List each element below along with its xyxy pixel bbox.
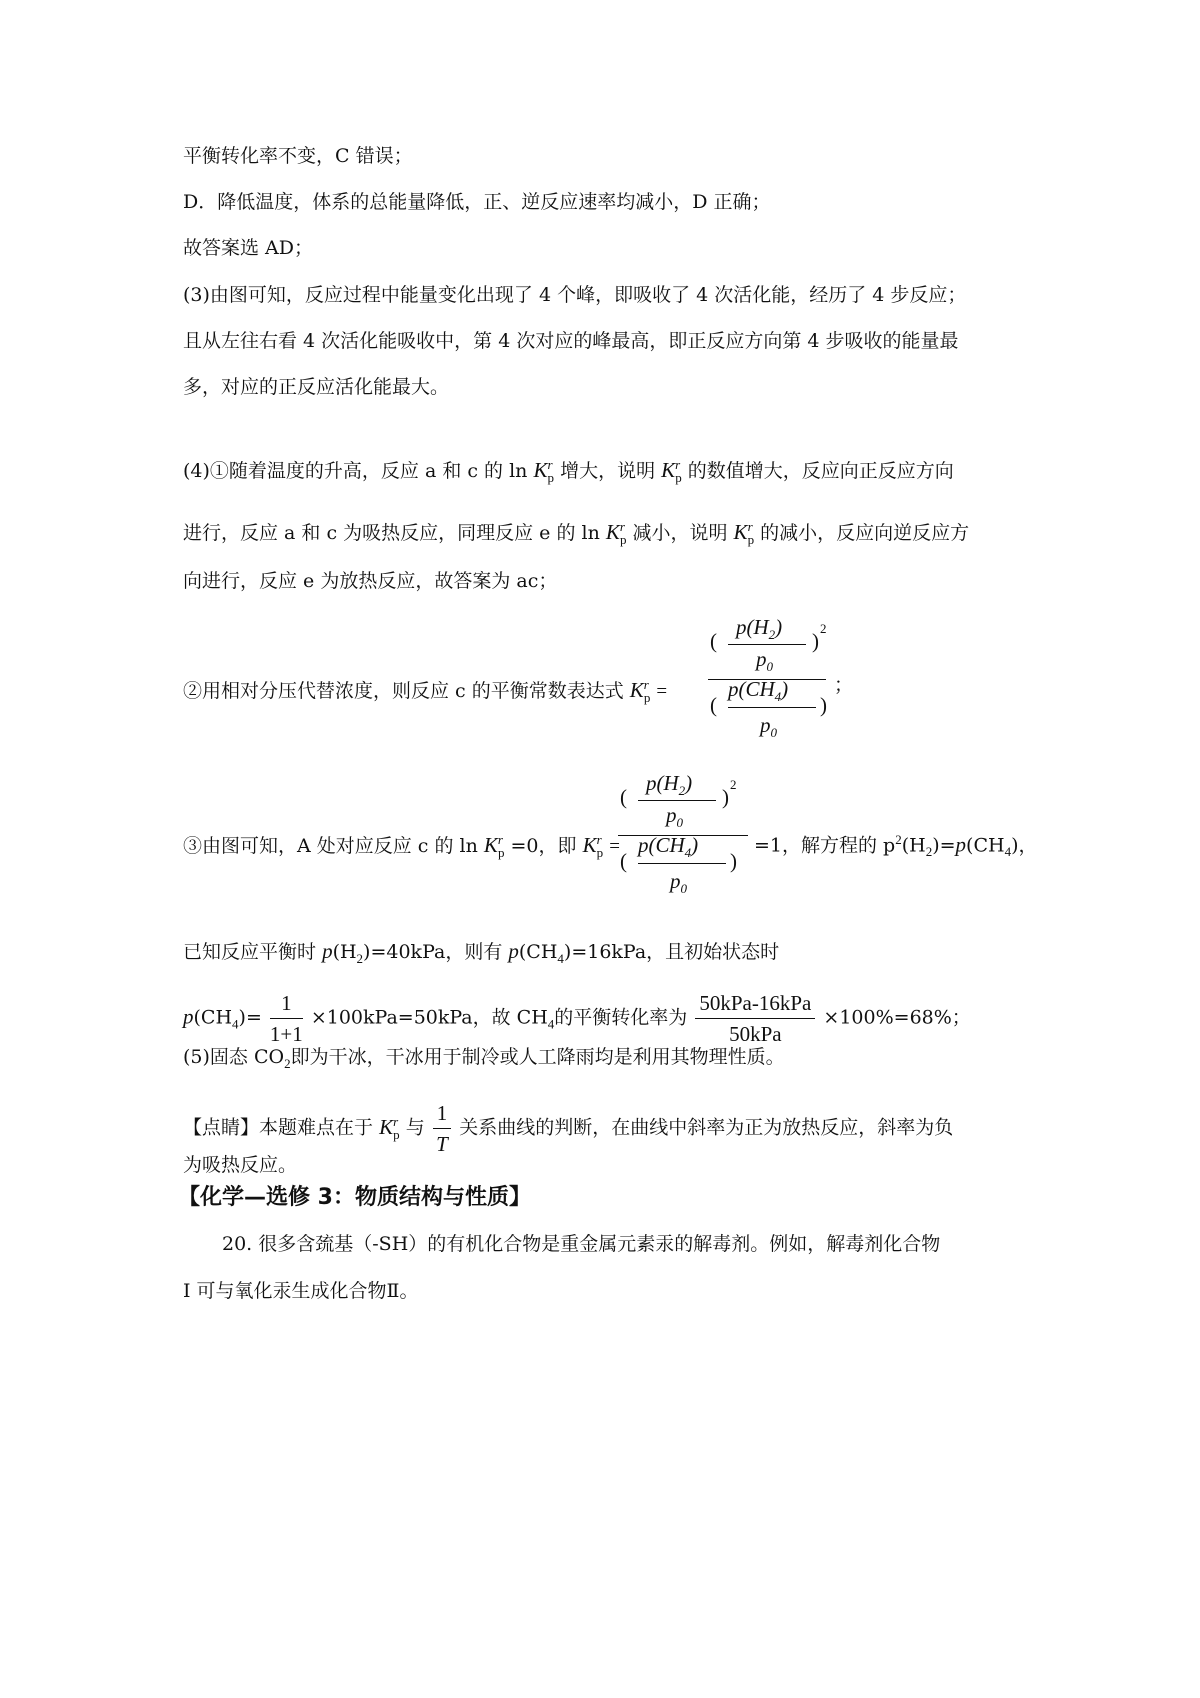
pH2-numerator: p(H <box>736 615 769 639</box>
text-line: D．降低温度，体系的总能量降低，正、逆反应速率均减小，D 正确； <box>183 191 771 213</box>
kp-symbol: $K^r_p$ <box>629 677 651 706</box>
kp-symbol: $K^r_p$ <box>582 832 604 861</box>
text-line: 【点睛】本题难点在于 $K^r_p$ 与 $\frac{1}{T}$ 关系曲线的判断，在曲线中斜率为正为放热反应，斜率为负 <box>183 1098 953 1159</box>
text-line: $p(CH_4)=$ $\frac{1}{1+1}$ ×100kPa=50kPa，故 $CH_4$的平衡转化率为 $\frac{\text{50kPa-16kPa}}{\text{50kPa}}$ ×100%=68%； <box>183 988 971 1049</box>
fraction-one-over-T: $\frac{1}{T}$ <box>433 1098 452 1159</box>
section-title: 【化学—选修 3：物质结构与性质】 <box>178 1185 531 1210</box>
text-segment: ③由图可知，A 处对应反应 c 的 ln <box>183 835 478 857</box>
kp-symbol: $K^r_p$ <box>483 832 505 861</box>
equilibrium-fraction-A: ( $p(H_2)$ ) 2 $p_0$ ( $p(CH_4)$ ) $p_0$ <box>618 773 748 903</box>
text-line: (5)固态 $CO_2$即为干冰，干冰用于制冷或人工降雨均是利用其物理性质。 <box>183 1046 785 1071</box>
text-segment: ； <box>834 674 854 696</box>
text-line: (3)由图可知，反应过程中能量变化出现了 4 个峰，即吸收了 4 次活化能，经历了 4 步反应； <box>183 284 967 306</box>
equilibrium-constant-fraction: ( $p(H_2)$ ) 2 $p_0$ ( $p(CH_4)$ ) $p_0$ <box>710 615 827 741</box>
pCH4-denominator: p(CH <box>728 677 775 701</box>
kp-symbol: $K^r_p$ <box>661 457 682 486</box>
text-line <box>183 450 954 493</box>
kp-symbol: $K^r_p$ <box>533 457 555 486</box>
kp-symbol: $K^r_p$ <box>379 1113 400 1142</box>
equals-sign: = <box>609 836 620 857</box>
text-segment: 进行，反应 a 和 c 为吸热反应，同理反应 e 的 ln <box>183 522 600 544</box>
text-line <box>183 670 667 713</box>
text-segment: 减小，说明 <box>632 522 728 544</box>
text-line: 为吸热反应。 <box>183 1154 298 1176</box>
text-segment: 的数值增大，反应向正反应方向 <box>687 460 954 482</box>
text-line: =1，解方程的 $p^2(H_2)=p(CH_4)$， <box>754 832 1038 860</box>
paren: ( <box>710 629 717 653</box>
text-segment: 的减小，反应向逆反应方 <box>760 522 970 544</box>
text-segment: (4)①随着温度的升高，反应 a 和 c 的 ln <box>183 460 528 482</box>
fraction-one-over-two: $\frac{1}{1+1}$ <box>270 988 303 1049</box>
text-segment: 增大，说明 <box>560 460 656 482</box>
text-line: 故答案选 AD； <box>183 237 313 259</box>
text-segment: =0，即 <box>510 835 577 857</box>
text-segment: ②用相对分压代替浓度，则反应 c 的平衡常数表达式 <box>183 680 624 702</box>
text-line: 且从左往右看 4 次活化能吸收中，第 4 次对应的峰最高，即正反应方向第 4 步吸收的能量最 <box>183 330 959 352</box>
equals-sign: = <box>656 681 668 702</box>
p0-symbol: p <box>756 647 767 671</box>
kp-symbol: $K^r_p$ <box>605 519 627 548</box>
question-text: 20. 很多含巯基（-SH）的有机化合物是重金属元素汞的解毒剂。例如，解毒剂化合物 <box>222 1233 941 1255</box>
kp-symbol: $K^r_p$ <box>733 519 755 548</box>
text-line: 已知反应平衡时 $p(H_2)=40kPa$，则有 $p(CH_4)=16kPa$，且初始状态时 <box>183 939 780 966</box>
question-text: I 可与氧化汞生成化合物Ⅱ。 <box>183 1280 419 1302</box>
text-line <box>183 825 620 868</box>
text-line: 多，对应的正反应活化能最大。 <box>183 376 450 398</box>
text-line: 向进行，反应 e 为放热反应，故答案为 ac； <box>183 570 558 592</box>
text-line: 平衡转化率不变，C 错误； <box>183 145 413 167</box>
conversion-fraction: $\frac{\text{50kPa-16kPa}}{\text{50kPa}}$ <box>695 988 815 1049</box>
text-line <box>183 512 969 555</box>
